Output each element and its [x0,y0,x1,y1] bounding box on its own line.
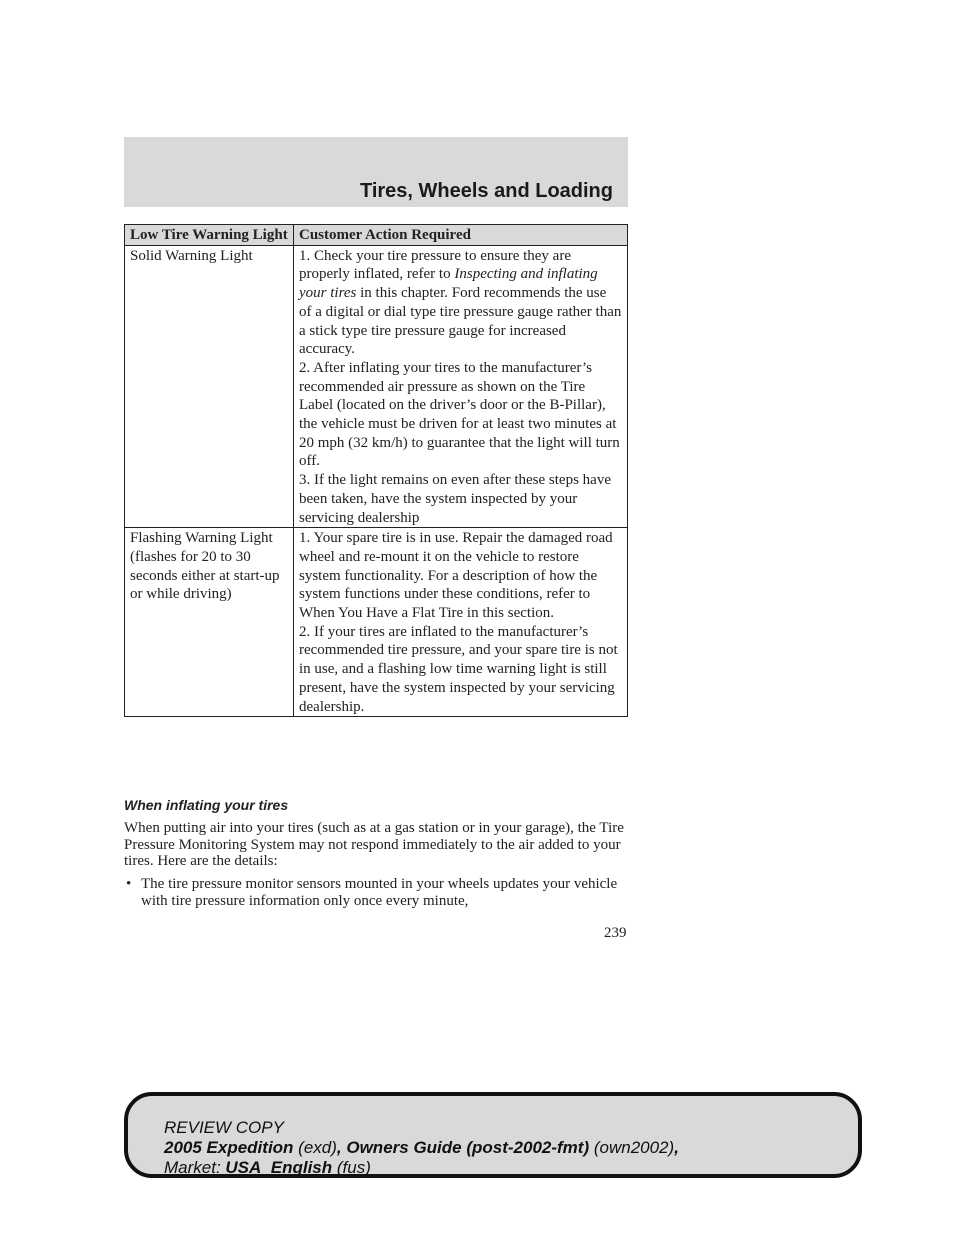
market-line: Market: USA_English (fus) [164,1158,371,1177]
section-heading: When inflating your tires [124,797,289,813]
action-step: 3. If the light remains on even after these steps have been taken, have the system inspected by your servicing dealership [299,472,611,526]
warning-light-cell: Solid Warning Light [125,245,294,528]
action-step: 2. After inflating your tires to the manufacturer’s recommended air pressure as shown on the Tire Label (located on the driver’s door or the B-Pillar), the vehicle must be driven for at least two minutes at 20 mph (32 km/h) to guarantee that the light will turn off. [299,359,620,470]
action-cell [294,528,628,717]
table-row [125,528,628,717]
action-step: 1. Your spare tire is in use. Repair the damaged road wheel and re-mount it on the vehicle to restore system functionality. For a description of how the system functions under these conditions, refer to When You Have a Flat Tire in this section. [299,530,613,622]
bullet-item [124,876,628,909]
column-header-customer-action: Customer Action Required [294,225,628,246]
publication-line: 2005 Expedition (exd), Owners Guide (post-2002-fmt) (own2002), [164,1138,679,1157]
chapter-title: Tires, Wheels and Loading [359,180,613,202]
body-paragraph: When putting air into your tires (such as at a gas station or in your garage), the Tire Pressure Monitoring System may not respond immediately to the air added to your tires. Here are the details: [124,820,624,870]
action-step: 2. If your tires are inflated to the manufacturer’s recommended tire pressure, and your spare tire is not in use, and a flashing low time warning light is still present, have the system inspected by your servicing dealership. [299,623,618,715]
warning-light-cell: Flashing Warning Light (flashes for 20 to 30 seconds either at start-up or while driving) [125,528,294,717]
warning-light-table [124,224,628,717]
column-header-warning-light: Low Tire Warning Light [125,225,294,246]
action-step: 1. Check your tire pressure to ensure they are properly inflated, refer to Inspecting and inflating your tires in this chapter. Ford recommends the use of a digital or dial type tire pressure gauge rather than a stick type tire pressure gauge for increased accuracy. [299,247,622,358]
table-header-row [125,225,628,246]
action-cell [294,245,628,528]
table-row [125,245,628,528]
footer-text [164,1118,679,1178]
bullet-icon: • [126,876,132,892]
cross-reference: Inspecting and inflating your tires [299,266,598,302]
chapter-header-band [124,137,628,207]
review-copy-label: REVIEW COPY [164,1118,284,1137]
review-copy-footer [124,1092,862,1178]
bullet-text: The tire pressure monitor sensors mounted in your wheels updates your vehicle with tire pressure information only once every minute, [141,876,618,909]
page-number: 239 [604,925,627,941]
